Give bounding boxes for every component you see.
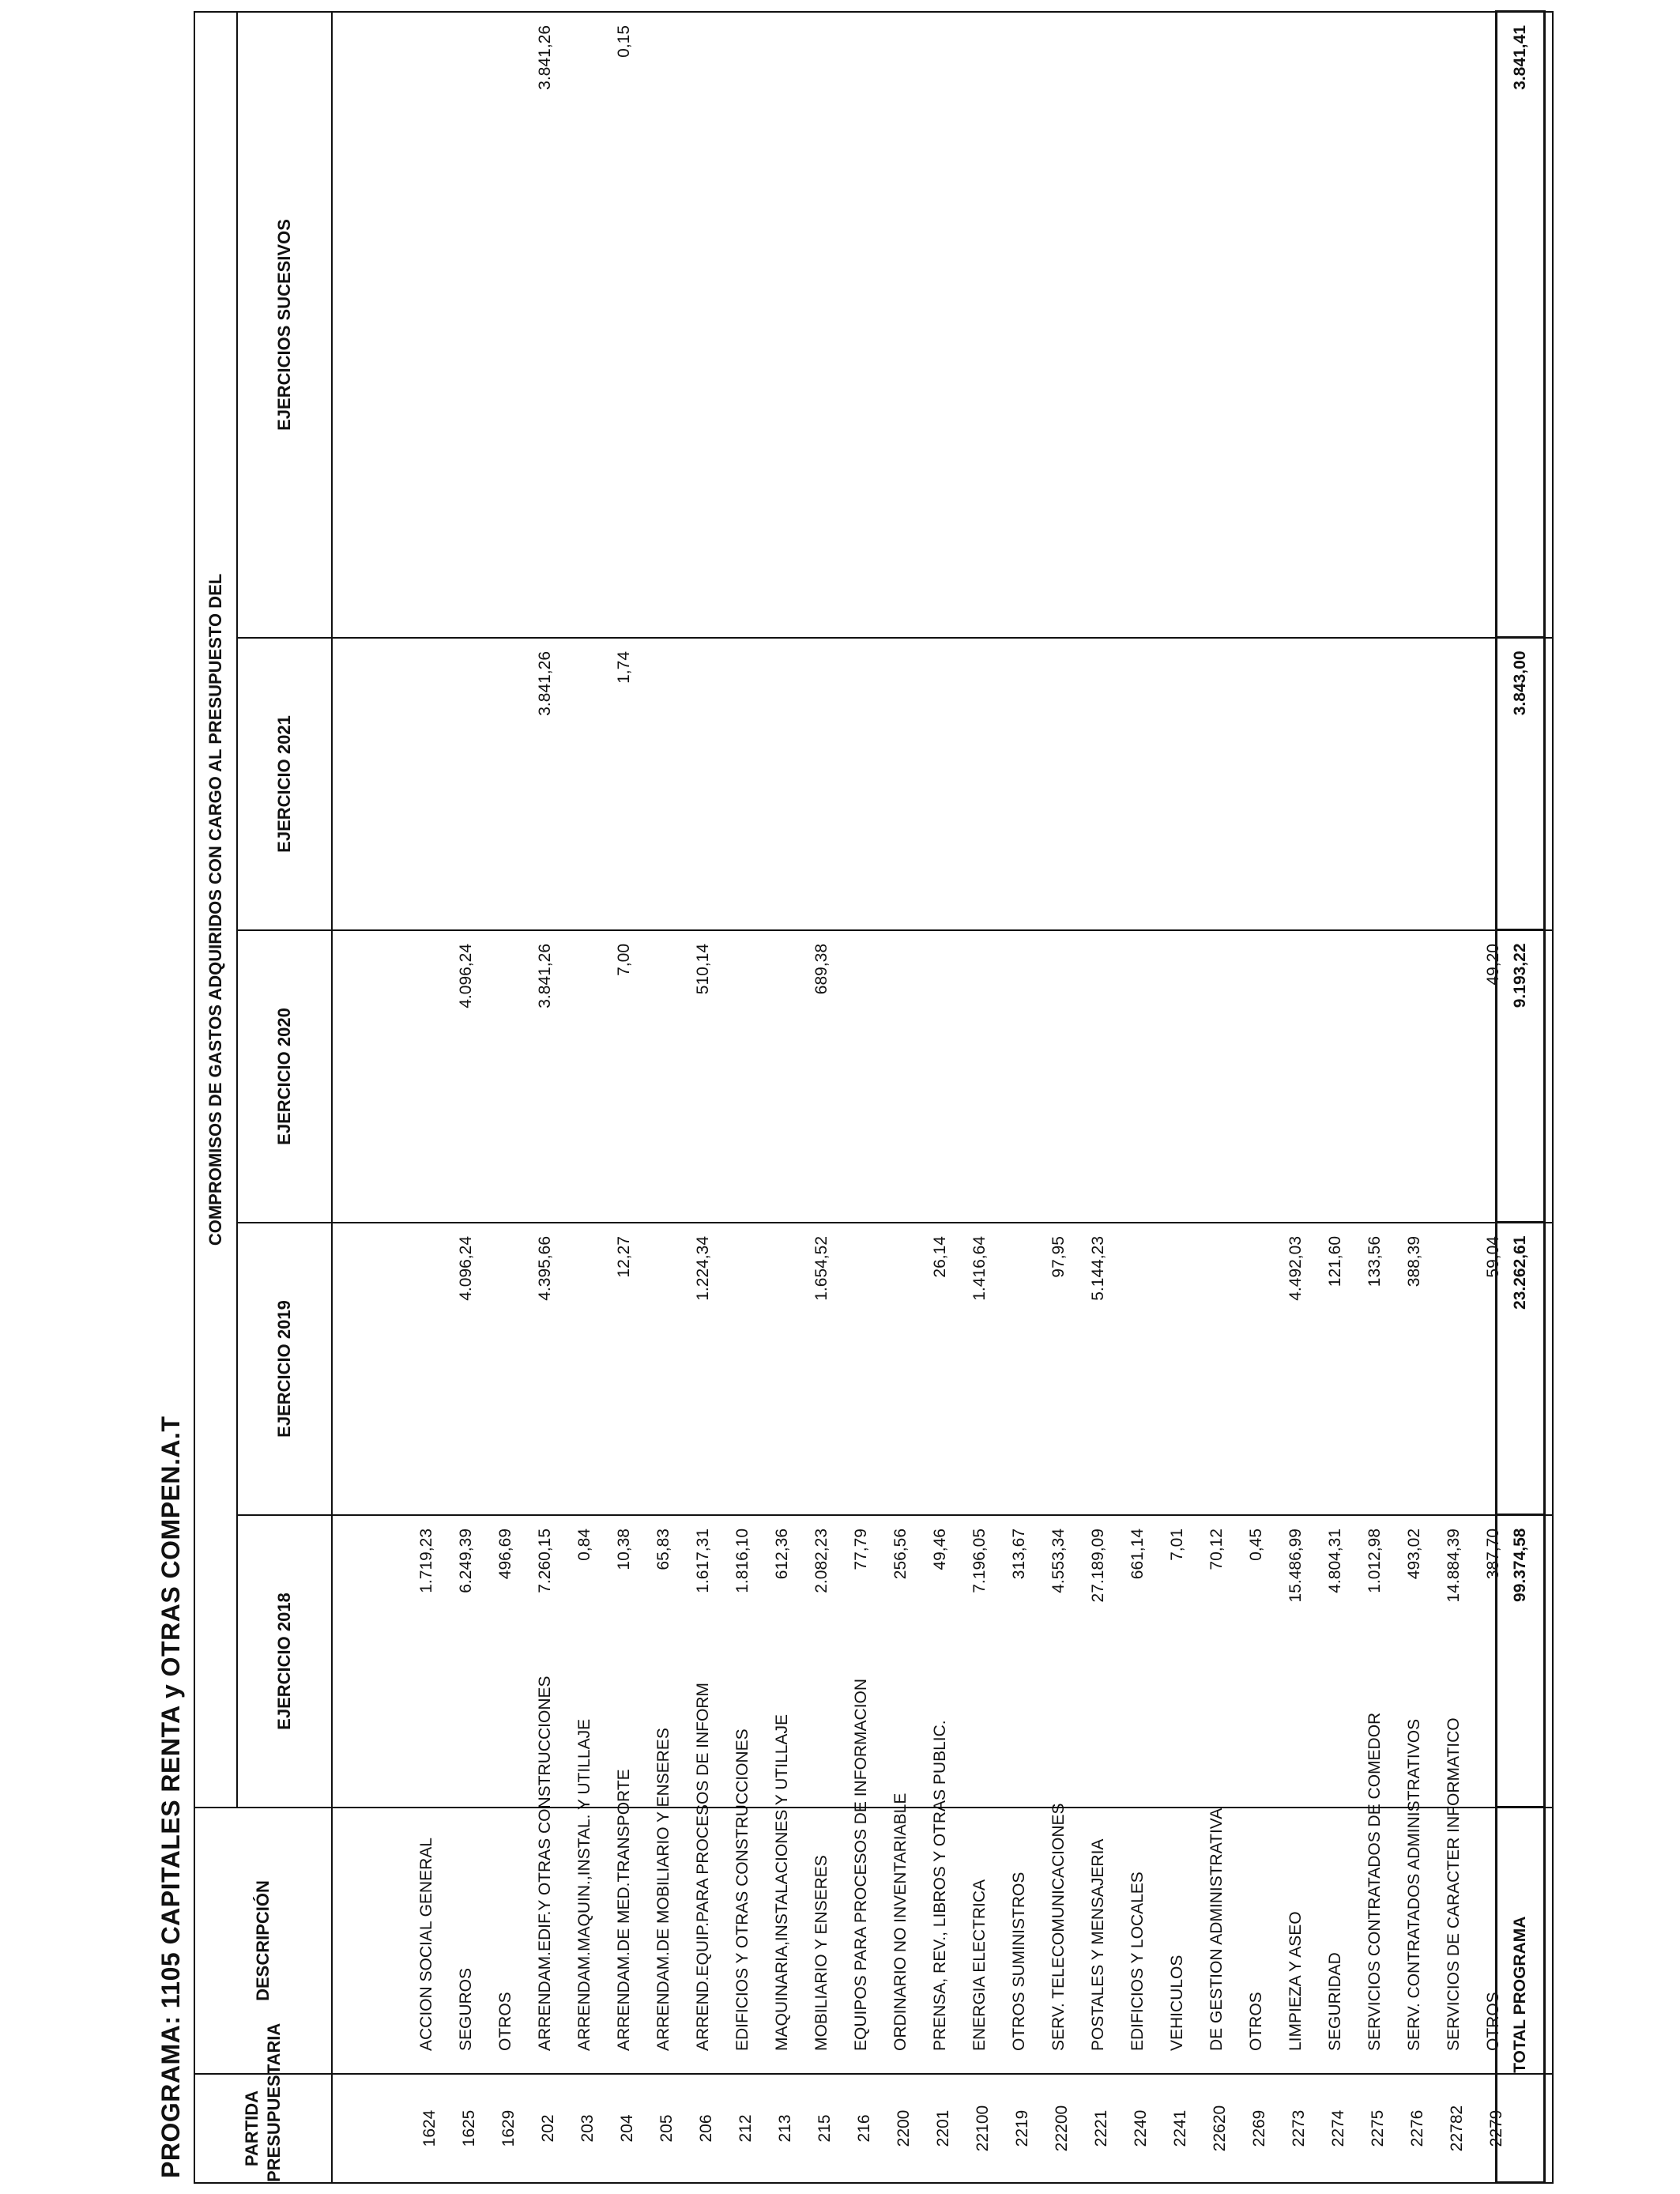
cell-ejercicios-sucesivos (842, 12, 881, 638)
cell-descripcion: MAQUINARIA,INSTALACIONES Y UTILLAJE (763, 1808, 802, 2074)
cell-ejercicio-2019: 26,14 (921, 1223, 960, 1515)
cell-ejercicio-2019: 4.492,03 (1276, 1223, 1316, 1515)
empty-cell (332, 638, 407, 930)
table-row (723, 12, 763, 2183)
cell-ejercicio-2021 (1197, 638, 1237, 930)
cell-ejercicio-2021 (565, 638, 605, 930)
cell-ejercicios-sucesivos (1276, 12, 1316, 638)
cell-ejercicios-sucesivos: 0,15 (605, 12, 644, 638)
cell-partida: 202 (525, 2074, 565, 2183)
header-descripcion: DESCRIPCIÓN (194, 1808, 332, 2074)
cell-descripcion: ENERGIA ELECTRICA (960, 1808, 1000, 2074)
empty-cell (332, 1223, 407, 1515)
cell-descripcion: EQUIPOS PARA PROCESOS DE INFORMACION (842, 1808, 881, 2074)
cell-ejercicio-2020: 3.841,26 (525, 930, 565, 1223)
cell-partida: 216 (842, 2074, 881, 2183)
cell-ejercicio-2020 (1276, 930, 1316, 1223)
cell-descripcion: LIMPIEZA Y ASEO (1276, 1808, 1316, 2074)
cell-descripcion: ARRENDAM.DE MOBILIARIO Y ENSERES (644, 1808, 684, 2074)
cell-partida: 1625 (446, 2074, 486, 2183)
cell-ejercicio-2021: 1,74 (605, 638, 644, 930)
cell-partida: 22100 (960, 2074, 1000, 2183)
cell-descripcion: OTROS SUMINISTROS (1000, 1808, 1039, 2074)
cell-ejercicio-2020: 510,14 (684, 930, 723, 1223)
header-ejercicio-2018: EJERCICIO 2018 (237, 1515, 332, 1808)
cell-ejercicio-2019 (763, 1223, 802, 1515)
cell-ejercicios-sucesivos (960, 12, 1000, 638)
cell-ejercicio-2021 (881, 638, 921, 930)
cell-descripcion: MOBILIARIO Y ENSERES (802, 1808, 842, 2074)
table-row (802, 12, 842, 2183)
total-sucesivos: 3.841,41 (1497, 12, 1545, 638)
cell-ejercicio-2019: 121,60 (1316, 1223, 1355, 1515)
cell-ejercicio-2019 (723, 1223, 763, 1515)
cell-ejercicio-2021 (723, 638, 763, 930)
cell-ejercicio-2019 (1237, 1223, 1276, 1515)
cell-ejercicios-sucesivos (1355, 12, 1395, 638)
cell-ejercicio-2019: 1.416,64 (960, 1223, 1000, 1515)
cell-ejercicio-2020 (486, 930, 525, 1223)
cell-ejercicios-sucesivos (1237, 12, 1276, 638)
table-row (605, 12, 644, 2183)
cell-ejercicio-2020 (842, 930, 881, 1223)
cell-ejercicio-2020 (881, 930, 921, 1223)
cell-partida: 2275 (1355, 2074, 1395, 2183)
cell-ejercicio-2019 (881, 1223, 921, 1515)
cell-ejercicio-2021 (960, 638, 1000, 930)
cell-ejercicio-2019: 97,95 (1039, 1223, 1079, 1515)
cell-ejercicio-2019 (407, 1223, 446, 1515)
total-2020: 9.193,22 (1497, 930, 1545, 1223)
cell-ejercicio-2019: 4.395,66 (525, 1223, 565, 1515)
cell-ejercicio-2020 (1237, 930, 1276, 1223)
cell-ejercicios-sucesivos (881, 12, 921, 638)
cell-partida: 2274 (1316, 2074, 1355, 2183)
table-row (525, 12, 565, 2183)
cell-ejercicio-2019: 59,04 (1474, 1223, 1513, 1515)
table-row (486, 12, 525, 2183)
cell-descripcion: ARRENDAM.EDIF.Y OTRAS CONSTRUCCIONES (525, 1808, 565, 2074)
cell-ejercicio-2020 (1395, 930, 1434, 1223)
cell-ejercicio-2020 (1197, 930, 1237, 1223)
cell-ejercicio-2020: 4.096,24 (446, 930, 486, 1223)
cell-ejercicio-2019: 4.096,24 (446, 1223, 486, 1515)
cell-descripcion: OTROS (486, 1808, 525, 2074)
cell-ejercicios-sucesivos (1039, 12, 1079, 638)
cell-ejercicios-sucesivos (446, 12, 486, 638)
total-row (1495, 10, 1546, 2184)
cell-ejercicio-2018: 0,84 (565, 1515, 605, 1808)
cell-ejercicio-2020 (1434, 930, 1474, 1223)
cell-partida: 2269 (1237, 2074, 1276, 2183)
header-ejercicios-sucesivos: EJERCICIOS SUCESIVOS (237, 12, 332, 638)
cell-ejercicio-2019 (1158, 1223, 1197, 1515)
cell-ejercicios-sucesivos (723, 12, 763, 638)
cell-ejercicio-2021 (1355, 638, 1395, 930)
cell-ejercicios-sucesivos (407, 12, 446, 638)
cell-ejercicio-2021 (1158, 638, 1197, 930)
header-ejercicio-2021: EJERCICIO 2021 (237, 638, 332, 930)
cell-ejercicio-2020 (921, 930, 960, 1223)
cell-partida: 2279 (1474, 2074, 1513, 2183)
cell-ejercicios-sucesivos: 3.841,26 (525, 12, 565, 638)
cell-ejercicio-2020 (1039, 930, 1079, 1223)
cell-ejercicio-2018: 493,02 (1395, 1515, 1434, 1808)
cell-descripcion: SERV. CONTRATADOS ADMINISTRATIVOS (1395, 1808, 1434, 2074)
cell-partida: 2273 (1276, 2074, 1316, 2183)
table-row (644, 12, 684, 2183)
cell-descripcion: VEHICULOS (1158, 1808, 1197, 2074)
cell-ejercicio-2020 (565, 930, 605, 1223)
cell-partida: 203 (565, 2074, 605, 2183)
cell-descripcion: ARREND.EQUIP.PARA PROCESOS DE INFORM (684, 1808, 723, 2074)
cell-ejercicio-2018: 6.249,39 (446, 1515, 486, 1808)
cell-ejercicio-2018: 1.816,10 (723, 1515, 763, 1808)
table-row (446, 12, 486, 2183)
cell-ejercicios-sucesivos (802, 12, 842, 638)
cell-ejercicio-2019: 12,27 (605, 1223, 644, 1515)
table-row (684, 12, 723, 2183)
cell-ejercicio-2021 (921, 638, 960, 930)
empty-cell (332, 930, 407, 1223)
table-row (921, 12, 960, 2183)
cell-ejercicio-2021 (684, 638, 723, 930)
cell-ejercicio-2020 (960, 930, 1000, 1223)
table-row (842, 12, 881, 2183)
cell-ejercicio-2018: 387,70 (1474, 1515, 1513, 1808)
cell-ejercicio-2020 (1316, 930, 1355, 1223)
cell-descripcion: DE GESTION ADMINISTRATIVA (1197, 1808, 1237, 2074)
table-row (1000, 12, 1039, 2183)
table-row (763, 12, 802, 2183)
cell-ejercicio-2018: 612,36 (763, 1515, 802, 1808)
cell-ejercicio-2018: 70,12 (1197, 1515, 1237, 1808)
empty-cell (332, 1515, 407, 1808)
cell-ejercicio-2021 (842, 638, 881, 930)
table-row (1079, 12, 1118, 2183)
cell-partida: 2241 (1158, 2074, 1197, 2183)
cell-partida: 2221 (1079, 2074, 1118, 2183)
cell-ejercicio-2018: 14.884,39 (1434, 1515, 1474, 1808)
cell-descripcion: PRENSA, REV., LIBROS Y OTRAS PUBLIC. (921, 1808, 960, 2074)
cell-descripcion: ORDINARIO NO INVENTARIABLE (881, 1808, 921, 2074)
cell-ejercicio-2018: 496,69 (486, 1515, 525, 1808)
cell-ejercicios-sucesivos (1158, 12, 1197, 638)
cell-partida: 215 (802, 2074, 842, 2183)
cell-ejercicio-2019: 388,39 (1395, 1223, 1434, 1515)
cell-ejercicio-2019 (644, 1223, 684, 1515)
cell-descripcion: ACCION SOCIAL GENERAL (407, 1808, 446, 2074)
total-2019: 23.262,61 (1497, 1223, 1545, 1515)
cell-ejercicio-2018: 4.804,31 (1316, 1515, 1355, 1808)
cell-ejercicio-2021 (1039, 638, 1079, 930)
cell-ejercicio-2018: 49,46 (921, 1515, 960, 1808)
cell-ejercicios-sucesivos (1434, 12, 1474, 638)
table-row (1197, 12, 1237, 2183)
cell-ejercicio-2021: 3.841,26 (525, 638, 565, 930)
cell-ejercicios-sucesivos (644, 12, 684, 638)
table-row (1355, 12, 1395, 2183)
cell-partida: 22620 (1197, 2074, 1237, 2183)
cell-partida: 212 (723, 2074, 763, 2183)
cell-partida: 205 (644, 2074, 684, 2183)
table-row (1434, 12, 1474, 2183)
cell-ejercicio-2019 (842, 1223, 881, 1515)
cell-ejercicio-2020 (1079, 930, 1118, 1223)
empty-cell (332, 1808, 407, 2074)
cell-ejercicio-2021 (1316, 638, 1355, 930)
cell-ejercicio-2021 (1395, 638, 1434, 930)
cell-descripcion: SERVICIOS DE CARACTER INFORMATICO (1434, 1808, 1474, 2074)
cell-ejercicio-2021 (1000, 638, 1039, 930)
table-row (1237, 12, 1276, 2183)
cell-ejercicio-2019 (1118, 1223, 1158, 1515)
cell-ejercicio-2018: 7.260,15 (525, 1515, 565, 1808)
cell-ejercicio-2018: 77,79 (842, 1515, 881, 1808)
empty-cell (332, 12, 407, 638)
table-row (565, 12, 605, 2183)
cell-descripcion: OTROS (1237, 1808, 1276, 2074)
header-ejercicio-2020: EJERCICIO 2020 (237, 930, 332, 1223)
cell-ejercicio-2021 (1434, 638, 1474, 930)
cell-ejercicio-2019: 5.144,23 (1079, 1223, 1118, 1515)
table-row (407, 12, 446, 2183)
cell-descripcion: SERV. TELECOMUNICACIONES (1039, 1808, 1079, 2074)
cell-ejercicios-sucesivos (1197, 12, 1237, 638)
cell-ejercicios-sucesivos (486, 12, 525, 638)
cell-ejercicio-2019: 133,56 (1355, 1223, 1395, 1515)
cell-ejercicio-2018: 1.617,31 (684, 1515, 723, 1808)
total-2018: 99.374,58 (1497, 1515, 1545, 1808)
cell-ejercicios-sucesivos (1000, 12, 1039, 638)
cell-ejercicio-2019 (1434, 1223, 1474, 1515)
cell-ejercicio-2018: 661,14 (1118, 1515, 1158, 1808)
cell-descripcion: SEGURIDAD (1316, 1808, 1355, 2074)
cell-ejercicio-2020 (763, 930, 802, 1223)
cell-ejercicio-2020: 49,20 (1474, 930, 1513, 1223)
cell-ejercicios-sucesivos (1118, 12, 1158, 638)
cell-descripcion: ARRENDAM.MAQUIN.,INSTAL. Y UTILLAJE (565, 1808, 605, 2074)
table-row (881, 12, 921, 2183)
cell-ejercicio-2021 (1237, 638, 1276, 930)
cell-ejercicio-2021 (486, 638, 525, 930)
table-row (1395, 12, 1434, 2183)
cell-ejercicios-sucesivos (684, 12, 723, 638)
cell-partida: 213 (763, 2074, 802, 2183)
cell-ejercicio-2021 (446, 638, 486, 930)
cell-ejercicio-2020 (1000, 930, 1039, 1223)
cell-ejercicio-2019 (1000, 1223, 1039, 1515)
cell-ejercicio-2018: 0,45 (1237, 1515, 1276, 1808)
cell-ejercicios-sucesivos (921, 12, 960, 638)
cell-descripcion: SEGUROS (446, 1808, 486, 2074)
cell-ejercicio-2018: 7.196,05 (960, 1515, 1000, 1808)
cell-partida: 206 (684, 2074, 723, 2183)
cell-ejercicio-2020 (723, 930, 763, 1223)
cell-ejercicio-2021 (644, 638, 684, 930)
cell-descripcion: EDIFICIOS Y LOCALES (1118, 1808, 1158, 2074)
cell-partida: 2219 (1000, 2074, 1039, 2183)
cell-ejercicio-2021 (802, 638, 842, 930)
cell-partida: 204 (605, 2074, 644, 2183)
cell-ejercicio-2019 (486, 1223, 525, 1515)
header-compromisos: COMPROMISOS DE GASTOS ADQUIRIDOS CON CARGO AL PRESUPUESTO DEL (194, 12, 237, 1808)
cell-ejercicio-2020: 7,00 (605, 930, 644, 1223)
cell-ejercicio-2018: 10,38 (605, 1515, 644, 1808)
cell-ejercicio-2018: 27.189,09 (1079, 1515, 1118, 1808)
cell-partida: 2200 (881, 2074, 921, 2183)
cell-ejercicio-2018: 1.719,23 (407, 1515, 446, 1808)
header-partida: PARTIDA PRESUPUESTARIA (194, 2074, 332, 2183)
empty-cell (332, 2074, 407, 2183)
cell-partida: 22782 (1434, 2074, 1474, 2183)
cell-ejercicio-2019 (565, 1223, 605, 1515)
cell-partida: 2276 (1395, 2074, 1434, 2183)
cell-ejercicio-2020 (1355, 930, 1395, 1223)
header-ejercicio-2019: EJERCICIO 2019 (237, 1223, 332, 1515)
cell-ejercicios-sucesivos (1395, 12, 1434, 638)
cell-partida: 2240 (1118, 2074, 1158, 2183)
cell-ejercicios-sucesivos (763, 12, 802, 638)
table-row (1118, 12, 1158, 2183)
budget-table (194, 11, 1554, 2184)
total-2021: 3.843,00 (1497, 638, 1545, 930)
cell-descripcion: POSTALES Y MENSAJERIA (1079, 1808, 1118, 2074)
cell-partida: 1624 (407, 2074, 446, 2183)
cell-descripcion: EDIFICIOS Y OTRAS CONSTRUCCIONES (723, 1808, 763, 2074)
cell-ejercicio-2018: 65,83 (644, 1515, 684, 1808)
table-row (1316, 12, 1355, 2183)
cell-ejercicio-2018: 313,67 (1000, 1515, 1039, 1808)
cell-ejercicio-2020 (1118, 930, 1158, 1223)
cell-ejercicio-2020 (1158, 930, 1197, 1223)
cell-partida: 2201 (921, 2074, 960, 2183)
cell-descripcion: OTROS (1474, 1808, 1513, 2074)
cell-partida: 22200 (1039, 2074, 1079, 2183)
cell-ejercicio-2018: 256,56 (881, 1515, 921, 1808)
table-row (1158, 12, 1197, 2183)
cell-descripcion: SERVICIOS CONTRATADOS DE COMEDOR (1355, 1808, 1395, 2074)
table-body (332, 12, 1553, 2183)
cell-descripcion: ARRENDAM.DE MED.TRANSPORTE (605, 1808, 644, 2074)
cell-partida: 1629 (486, 2074, 525, 2183)
cell-ejercicio-2021 (1079, 638, 1118, 930)
cell-ejercicio-2021 (1118, 638, 1158, 930)
cell-ejercicios-sucesivos (1079, 12, 1118, 638)
cell-ejercicio-2020 (407, 930, 446, 1223)
spacer-row (332, 12, 407, 2183)
cell-ejercicio-2020 (644, 930, 684, 1223)
table-row (1276, 12, 1316, 2183)
cell-ejercicio-2018: 1.012,98 (1355, 1515, 1395, 1808)
cell-ejercicio-2018: 7,01 (1158, 1515, 1197, 1808)
cell-ejercicio-2020: 689,38 (802, 930, 842, 1223)
cell-ejercicio-2018: 2.082,23 (802, 1515, 842, 1808)
total-label: TOTAL PROGRAMA (1497, 1808, 1545, 2183)
table-row (1039, 12, 1079, 2183)
cell-ejercicio-2021 (407, 638, 446, 930)
cell-ejercicios-sucesivos (1316, 12, 1355, 638)
cell-ejercicio-2019: 1.224,34 (684, 1223, 723, 1515)
cell-ejercicio-2021 (763, 638, 802, 930)
cell-ejercicios-sucesivos (565, 12, 605, 638)
cell-ejercicio-2019 (1197, 1223, 1237, 1515)
cell-ejercicio-2019: 1.654,52 (802, 1223, 842, 1515)
cell-ejercicio-2018: 15.486,99 (1276, 1515, 1316, 1808)
page-title: PROGRAMA: 1105 CAPITALES RENTA y OTRAS COMPEN.A.T (156, 1416, 185, 2178)
cell-ejercicio-2021 (1276, 638, 1316, 930)
table-row (960, 12, 1000, 2183)
cell-ejercicio-2018: 4.553,34 (1039, 1515, 1079, 1808)
